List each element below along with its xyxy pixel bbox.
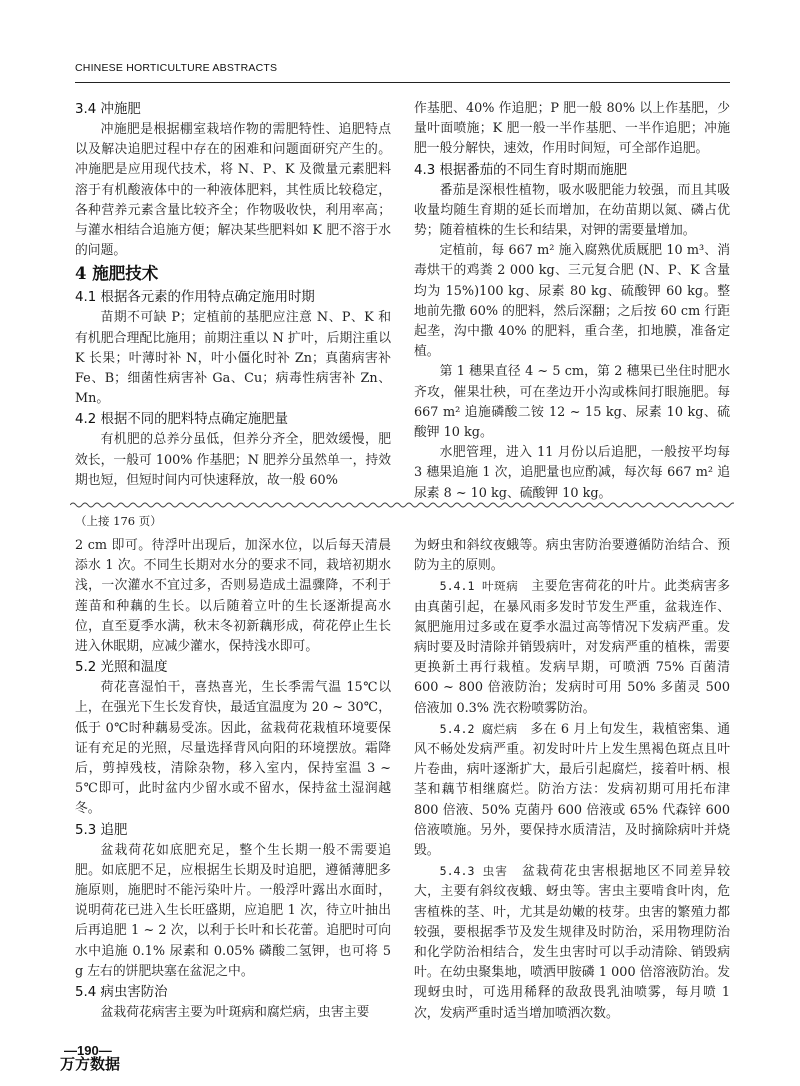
section-4-2-heading: 4.2 根据不同的肥料特点确定施肥量: [75, 412, 289, 428]
section-4-heading: 4 施肥技术: [75, 264, 159, 284]
paragraph: 作基肥、40% 作追肥；P 肥一般 80% 以上作基肥，少量叶面喷施；K 肥一般一半作基肥、一半作追肥；冲施肥一般分解快，速效，作用时间短，可全部作追肥。: [414, 101, 730, 157]
subsection-heading: 5.4.2 腐烂病: [439, 721, 518, 736]
subsection-body: 盆栽荷花虫害根据地区不同差异较大，主要有斜纹夜蛾、蚜虫等。害虫主要啃食叶肉，危害植株的茎、叶，尤其是幼嫩的枝芽。虫害的繁殖力都较强，要根据季节及发生规律及时防治，采用物理防治和化学防治相结合，发生虫害时可以手动清除、销毁病叶。在幼虫聚集地，喷洒甲胺磷 1 000 倍溶液防治。发现蚜虫时，可选用稀释的敌敌畏乳油喷雾，每月喷 1 次，发病严重时适当增加喷洒次数。: [414, 864, 730, 1021]
subsection-5-4-3: [414, 861, 730, 1024]
section-5-4-heading: 5.4 病虫害防治: [75, 985, 168, 1001]
subsection-heading: 5.4.3 虫害: [439, 864, 509, 879]
bottom-right-column: [414, 536, 730, 1024]
paragraph: 盆栽荷花病害主要为叶斑病和腐烂病，虫害主要: [100, 1005, 370, 1021]
continued-note: （上接 176 页）: [75, 514, 162, 528]
page-number: —190—: [64, 1043, 112, 1058]
paragraph: 第 1 穗果直径 4 ~ 5 cm，第 2 穗果已坐住时肥水齐攻，催果壮秧，可在垄边开小沟或株间打眼施肥。每 667 m² 追施磷酸二铵 12 ~ 15 kg、尿素 10 kg、硫酸钾 10 kg。: [414, 364, 730, 441]
paragraph: 苗期不可缺 P；定植前的基肥应注意 N、P、K 和有机肥合理配比施用；前期注重以 N 扩叶，后期注重以 K 长果；叶薄时补 N，叶小僵化时补 Zn；真菌病害补 Fe、B；细菌性病害补 Ga、Cu；病毒性病害补 Zn、Mn。: [75, 310, 391, 407]
top-right-column: [414, 99, 730, 504]
paragraph: 2 cm 即可。待浮叶出现后，加深水位，以后每天清晨添水 1 次。不同生长期对水分的要求不同，栽培初期水浅，一次灌水不宜过多，否则易造成土温骤降，不利于莲苗和种藕的生长。以后随着立叶的生长逐渐提高水位，直至夏季水满，秋末冬初新藕形成，荷花停止生长进入休眠期，应减少灌水，保持浅水即可。: [75, 538, 391, 655]
paragraph: 有机肥的总养分虽低，但养分齐全，肥效缓慢，肥效长，一般可 100% 作基肥；N 肥养分虽然单一，持效期也短，但短时间内可快速释放，故一般 60%: [75, 432, 391, 488]
paragraph: 定植前，每 667 m² 施入腐熟优质厩肥 10 m³、消毒烘干的鸡粪 2 000 kg、三元复合肥 (N、P、K 含量均为 15%)100 kg、尿素 80 kg、硫酸钾 60 kg。整地前先撒 60% 的肥料，然后深翻；之后按 60 cm 行距起垄，沟中撒 40% 的肥料，重合垄，扣地膜，准备定植。: [414, 243, 730, 360]
subsection-body: 多在 6 月上旬发生，栽植密集、通风不畅处发病严重。初发时叶片上发生黑褐色斑点且叶片卷曲，病叶逐渐扩大，最后引起腐烂，接着叶柄、根茎和藕节相继腐烂。防治方法：发病初期可用托布津 800 倍液、50% 克菌丹 600 倍液或 65% 代森锌 600 倍液喷施。另外，要保持水质清洁，及时摘除病叶并烧毁。: [414, 721, 730, 859]
section-5-3-heading: 5.3 追肥: [75, 822, 128, 838]
header-rule: [75, 82, 730, 83]
subsection-heading: 5.4.1 叶斑病: [439, 579, 519, 594]
top-left-column: [75, 99, 391, 491]
bottom-left-column: [75, 536, 391, 1023]
paragraph: 荷花喜湿怕干，喜热喜光，生长季需气温 15℃以上，在强光下生长发育快，最适宜温度为 20 ~ 30℃，低于 0℃时种藕易受冻。因此，盆栽荷花栽植环境要保证有充足的光照，尽量选择背风向阳的环境摆放。霜降后，剪掉残枝，清除杂物，移入室内，保持室温 3 ~ 5℃即可，此时盆内少留水或不留水，保持盆土湿润越冬。: [75, 680, 391, 817]
paragraph: 盆栽荷花如底肥充足，整个生长期一般不需要追肥。如底肥不足，应根据生长期及时追肥，遵循薄肥多施原则，施肥时不能污染叶片。一般浮叶露出水面时，说明荷花已进入生长旺盛期，应追肥 1 次，待立叶抽出后再追肥 1 ~ 2 次，以利于长叶和长花蕾。追肥时可向水中追施 0.1% 尿素和 0.05% 磷酸二氢钾，也可将 5 g 左右的饼肥块塞在盆泥之中。: [75, 842, 391, 979]
subsection-body: 主要危害荷花的叶片。此类病害多由真菌引起，在暴风雨多发时节发生严重，盆栽连作、氮肥施用过多或在夏季水温过高等情况下发病严重。发病时要及时清除并销毁病叶，对发病严重的植株，需要更换新土再行栽植。发病早期，可喷洒 75% 百菌清 600 ~ 800 倍液防治；发病时可用 50% 多菌灵 500 倍液加 0.3% 洗衣粉喷雾防治。: [414, 579, 730, 716]
paragraph: 为蚜虫和斜纹夜蛾等。病虫害防治要遵循防治结合、预防为主的原则。: [414, 538, 730, 574]
subsection-5-4-1: [414, 576, 730, 718]
journal-header: CHINESE HORTICULTURE ABSTRACTS: [75, 62, 278, 74]
subsection-5-4-2: [414, 719, 730, 861]
section-3-4-heading: 3.4 冲施肥: [75, 102, 141, 117]
paragraph: 冲施肥是根据棚室栽培作物的需肥特性、追肥特点以及解决追肥过程中存在的困难和问题面研究产生的。冲施肥是应用现代技术，将 N、P、K 及微量元素肥料溶于有机酸液体中的一种液体肥料，其性质比较稳定，各种营养元素含量比较齐全；作物吸收快，利用率高；与灌水相结合追施方便；解决某些肥料如 K 肥不溶于水的问题。: [75, 122, 391, 259]
section-5-2-heading: 5.2 光照和温度: [75, 660, 168, 676]
wavy-divider: [70, 500, 734, 510]
paragraph: 水肥管理，进入 11 月份以后追肥，一般按平均每 3 穗果追施 1 次，追肥量也应酌减，每次每 667 m² 追尿素 8 ~ 10 kg、硫酸钾 10 kg。: [414, 445, 730, 501]
section-4-3-heading: 4.3 根据番茄的不同生育时期而施肥: [414, 162, 628, 178]
watermark-text: 万方数据: [60, 1055, 121, 1073]
paragraph: 番茄是深根性植物，吸水吸肥能力较强，而且其吸收量均随生育期的延长而增加，在幼苗期以氮、磷占优势；随着植株的生长和结果，对钾的需要量增加。: [414, 182, 730, 239]
section-4-1-heading: 4.1 根据各元素的作用特点确定施用时期: [75, 290, 315, 306]
